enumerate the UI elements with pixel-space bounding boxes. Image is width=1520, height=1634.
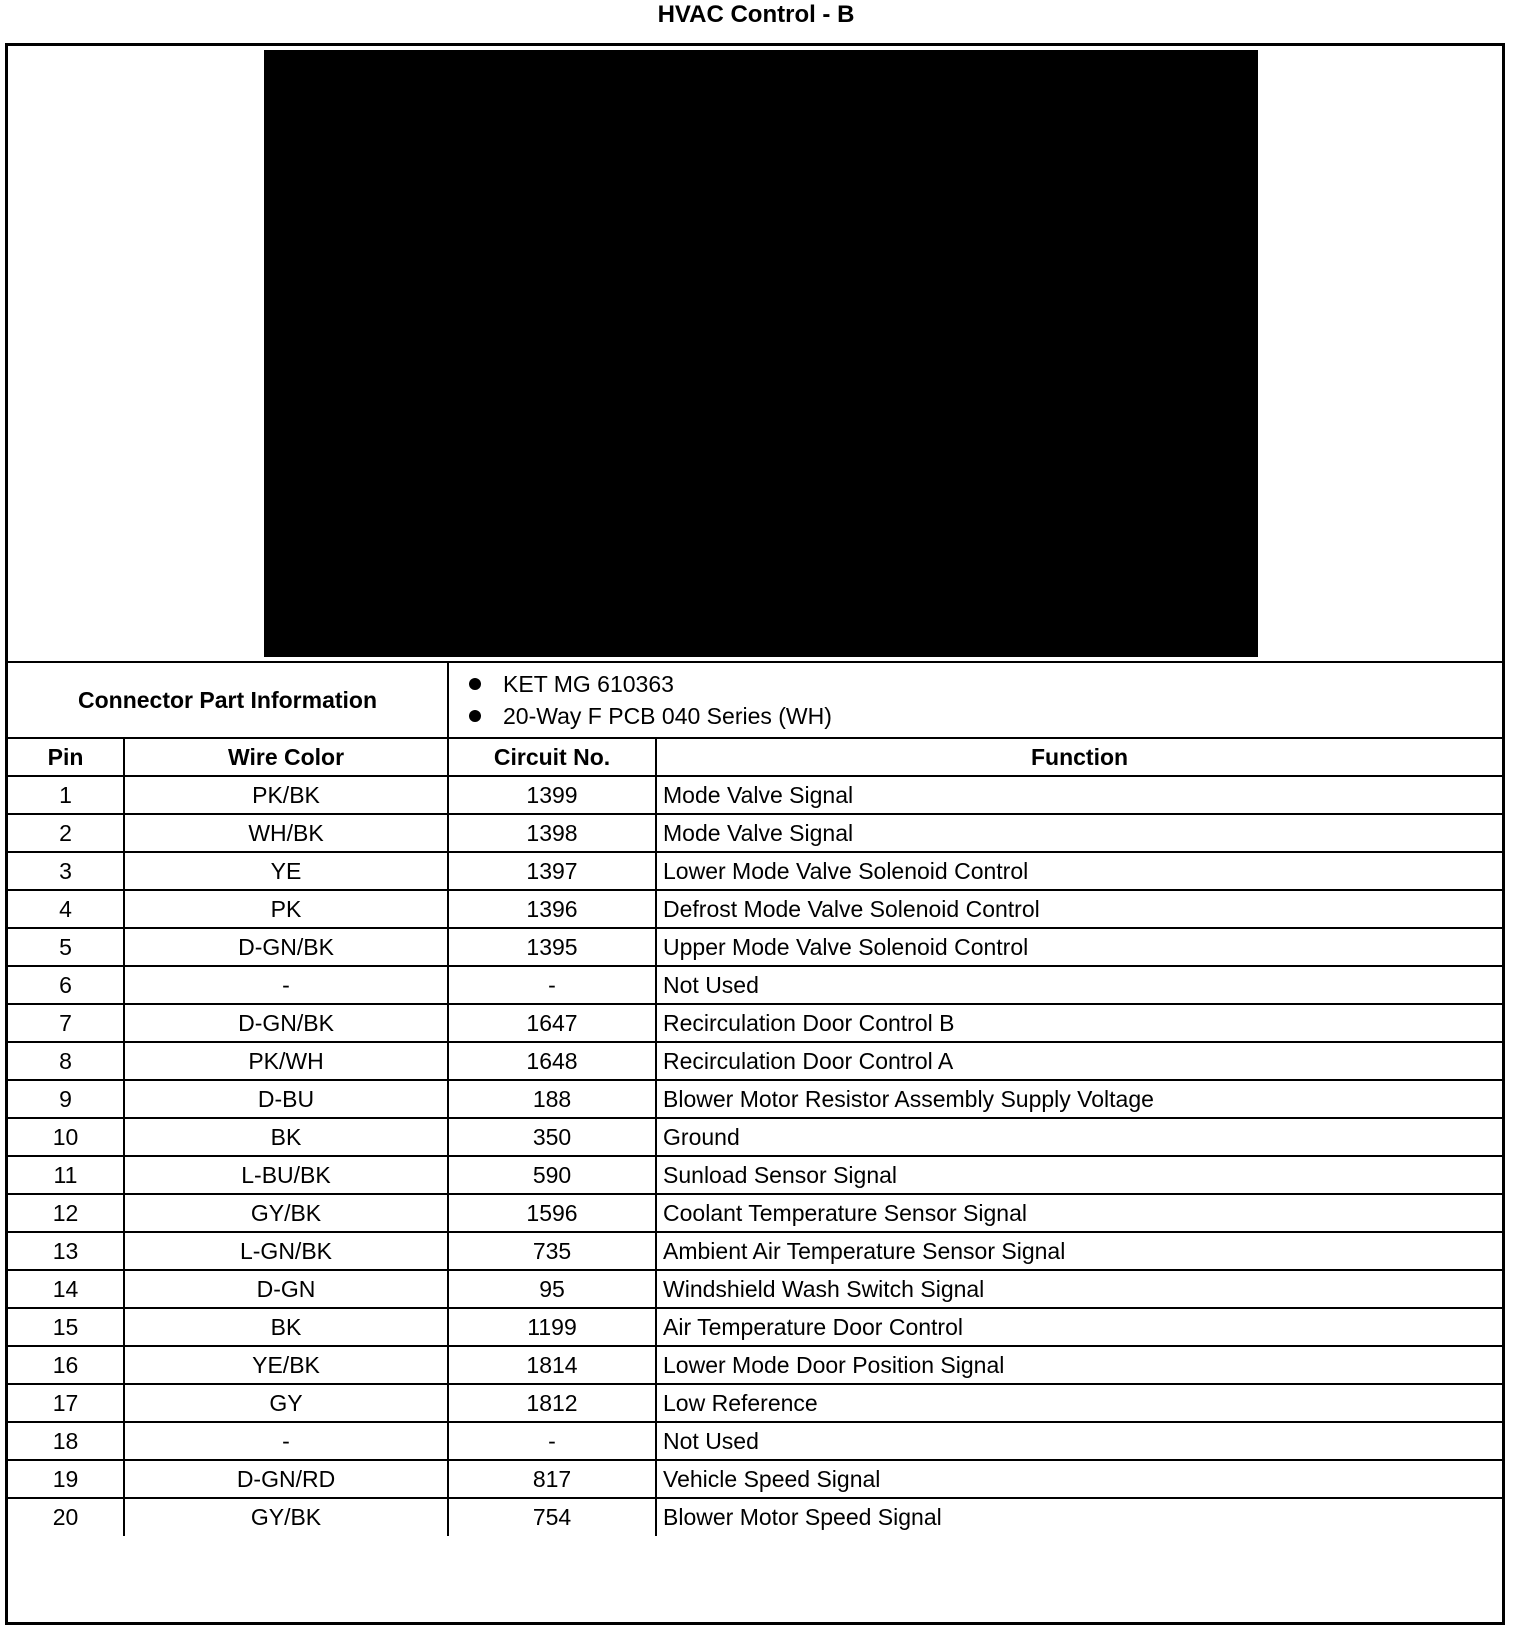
circuit-no-cell: - bbox=[448, 1422, 656, 1460]
pin-cell: 15 bbox=[8, 1308, 124, 1346]
function-cell: Lower Mode Door Position Signal bbox=[656, 1346, 1502, 1384]
function-cell: Air Temperature Door Control bbox=[656, 1308, 1502, 1346]
pin-cell: 17 bbox=[8, 1384, 124, 1422]
table-row bbox=[8, 1270, 1502, 1308]
circuit-no-cell: 188 bbox=[448, 1080, 656, 1118]
wire-color-cell: PK bbox=[124, 890, 448, 928]
circuit-no-cell: 817 bbox=[448, 1460, 656, 1498]
table-row bbox=[8, 1384, 1502, 1422]
table-row bbox=[8, 966, 1502, 1004]
pin-cell: 18 bbox=[8, 1422, 124, 1460]
pin-cell: 8 bbox=[8, 1042, 124, 1080]
part-info-text: KET MG 610363 bbox=[503, 671, 674, 697]
function-cell: Ground bbox=[656, 1118, 1502, 1156]
pin-cell: 7 bbox=[8, 1004, 124, 1042]
connector-image bbox=[264, 50, 1258, 657]
function-cell: Not Used bbox=[656, 966, 1502, 1004]
circuit-no-cell: 1398 bbox=[448, 814, 656, 852]
connector-image-area bbox=[8, 46, 1502, 663]
table-row bbox=[8, 1194, 1502, 1232]
part-info-item bbox=[469, 668, 1496, 700]
function-cell: Defrost Mode Valve Solenoid Control bbox=[656, 890, 1502, 928]
function-cell: Ambient Air Temperature Sensor Signal bbox=[656, 1232, 1502, 1270]
table-row bbox=[8, 1118, 1502, 1156]
bullet-icon bbox=[469, 710, 481, 722]
circuit-no-cell: 1596 bbox=[448, 1194, 656, 1232]
wire-color-cell: D-GN/BK bbox=[124, 928, 448, 966]
wire-color-cell: D-GN bbox=[124, 1270, 448, 1308]
circuit-no-cell: 1395 bbox=[448, 928, 656, 966]
wire-color-cell: L-GN/BK bbox=[124, 1232, 448, 1270]
pin-cell: 3 bbox=[8, 852, 124, 890]
circuit-no-cell: 95 bbox=[448, 1270, 656, 1308]
wire-color-cell: GY/BK bbox=[124, 1498, 448, 1536]
column-header-function: Function bbox=[656, 738, 1502, 776]
table-row bbox=[8, 1156, 1502, 1194]
connector-part-info-values bbox=[448, 663, 1502, 738]
circuit-no-cell: 1199 bbox=[448, 1308, 656, 1346]
wire-color-cell: PK/WH bbox=[124, 1042, 448, 1080]
circuit-no-cell: 350 bbox=[448, 1118, 656, 1156]
connector-part-info-row bbox=[8, 663, 1502, 738]
function-cell: Sunload Sensor Signal bbox=[656, 1156, 1502, 1194]
function-cell: Windshield Wash Switch Signal bbox=[656, 1270, 1502, 1308]
table-row bbox=[8, 1232, 1502, 1270]
function-cell: Mode Valve Signal bbox=[656, 776, 1502, 814]
pin-cell: 14 bbox=[8, 1270, 124, 1308]
wire-color-cell: D-GN/BK bbox=[124, 1004, 448, 1042]
pinout-table bbox=[8, 663, 1502, 1536]
pin-cell: 19 bbox=[8, 1460, 124, 1498]
function-cell: Coolant Temperature Sensor Signal bbox=[656, 1194, 1502, 1232]
pin-cell: 1 bbox=[8, 776, 124, 814]
page-title: HVAC Control - B bbox=[657, 1, 855, 28]
function-cell: Recirculation Door Control B bbox=[656, 1004, 1502, 1042]
table-row bbox=[8, 1498, 1502, 1536]
function-cell: Not Used bbox=[656, 1422, 1502, 1460]
wire-color-cell: YE bbox=[124, 852, 448, 890]
connector-part-info-label: Connector Part Information bbox=[8, 663, 448, 738]
pin-cell: 4 bbox=[8, 890, 124, 928]
function-cell: Blower Motor Speed Signal bbox=[656, 1498, 1502, 1536]
function-cell: Lower Mode Valve Solenoid Control bbox=[656, 852, 1502, 890]
table-row bbox=[8, 1308, 1502, 1346]
pin-cell: 9 bbox=[8, 1080, 124, 1118]
wire-color-cell: BK bbox=[124, 1118, 448, 1156]
circuit-no-cell: 1399 bbox=[448, 776, 656, 814]
circuit-no-cell: 1397 bbox=[448, 852, 656, 890]
column-header-wire-color: Wire Color bbox=[124, 738, 448, 776]
pin-cell: 20 bbox=[8, 1498, 124, 1536]
part-info-text: 20-Way F PCB 040 Series (WH) bbox=[503, 703, 832, 729]
wire-color-cell: L-BU/BK bbox=[124, 1156, 448, 1194]
circuit-no-cell: 1812 bbox=[448, 1384, 656, 1422]
connector-frame bbox=[5, 43, 1505, 1625]
table-row bbox=[8, 1460, 1502, 1498]
table-row bbox=[8, 852, 1502, 890]
pin-cell: 11 bbox=[8, 1156, 124, 1194]
column-header-circuit-no: Circuit No. bbox=[448, 738, 656, 776]
table-row bbox=[8, 928, 1502, 966]
wire-color-cell: BK bbox=[124, 1308, 448, 1346]
column-header-pin: Pin bbox=[8, 738, 124, 776]
circuit-no-cell: 735 bbox=[448, 1232, 656, 1270]
part-info-item bbox=[469, 700, 1496, 732]
wire-color-cell: YE/BK bbox=[124, 1346, 448, 1384]
wire-color-cell: WH/BK bbox=[124, 814, 448, 852]
pin-cell: 10 bbox=[8, 1118, 124, 1156]
pin-cell: 12 bbox=[8, 1194, 124, 1232]
table-row bbox=[8, 776, 1502, 814]
table-row bbox=[8, 1422, 1502, 1460]
wire-color-cell: D-GN/RD bbox=[124, 1460, 448, 1498]
function-cell: Vehicle Speed Signal bbox=[656, 1460, 1502, 1498]
circuit-no-cell: 754 bbox=[448, 1498, 656, 1536]
function-cell: Low Reference bbox=[656, 1384, 1502, 1422]
circuit-no-cell: 1647 bbox=[448, 1004, 656, 1042]
table-row bbox=[8, 1042, 1502, 1080]
function-cell: Recirculation Door Control A bbox=[656, 1042, 1502, 1080]
circuit-no-cell: 590 bbox=[448, 1156, 656, 1194]
table-row bbox=[8, 1346, 1502, 1384]
circuit-no-cell: 1648 bbox=[448, 1042, 656, 1080]
pin-cell: 16 bbox=[8, 1346, 124, 1384]
function-cell: Blower Motor Resistor Assembly Supply Voltage bbox=[656, 1080, 1502, 1118]
circuit-no-cell: - bbox=[448, 966, 656, 1004]
function-cell: Mode Valve Signal bbox=[656, 814, 1502, 852]
pin-cell: 5 bbox=[8, 928, 124, 966]
header-row bbox=[8, 738, 1502, 776]
wire-color-cell: GY/BK bbox=[124, 1194, 448, 1232]
pin-rows bbox=[8, 776, 1502, 1536]
pin-cell: 13 bbox=[8, 1232, 124, 1270]
table-row bbox=[8, 1080, 1502, 1118]
wire-color-cell: D-BU bbox=[124, 1080, 448, 1118]
pin-cell: 6 bbox=[8, 966, 124, 1004]
table-row bbox=[8, 890, 1502, 928]
wire-color-cell: GY bbox=[124, 1384, 448, 1422]
wire-color-cell: PK/BK bbox=[124, 776, 448, 814]
wire-color-cell: - bbox=[124, 966, 448, 1004]
function-cell: Upper Mode Valve Solenoid Control bbox=[656, 928, 1502, 966]
bullet-icon bbox=[469, 678, 481, 690]
pin-cell: 2 bbox=[8, 814, 124, 852]
table-row bbox=[8, 1004, 1502, 1042]
table-row bbox=[8, 814, 1502, 852]
wire-color-cell: - bbox=[124, 1422, 448, 1460]
circuit-no-cell: 1396 bbox=[448, 890, 656, 928]
circuit-no-cell: 1814 bbox=[448, 1346, 656, 1384]
